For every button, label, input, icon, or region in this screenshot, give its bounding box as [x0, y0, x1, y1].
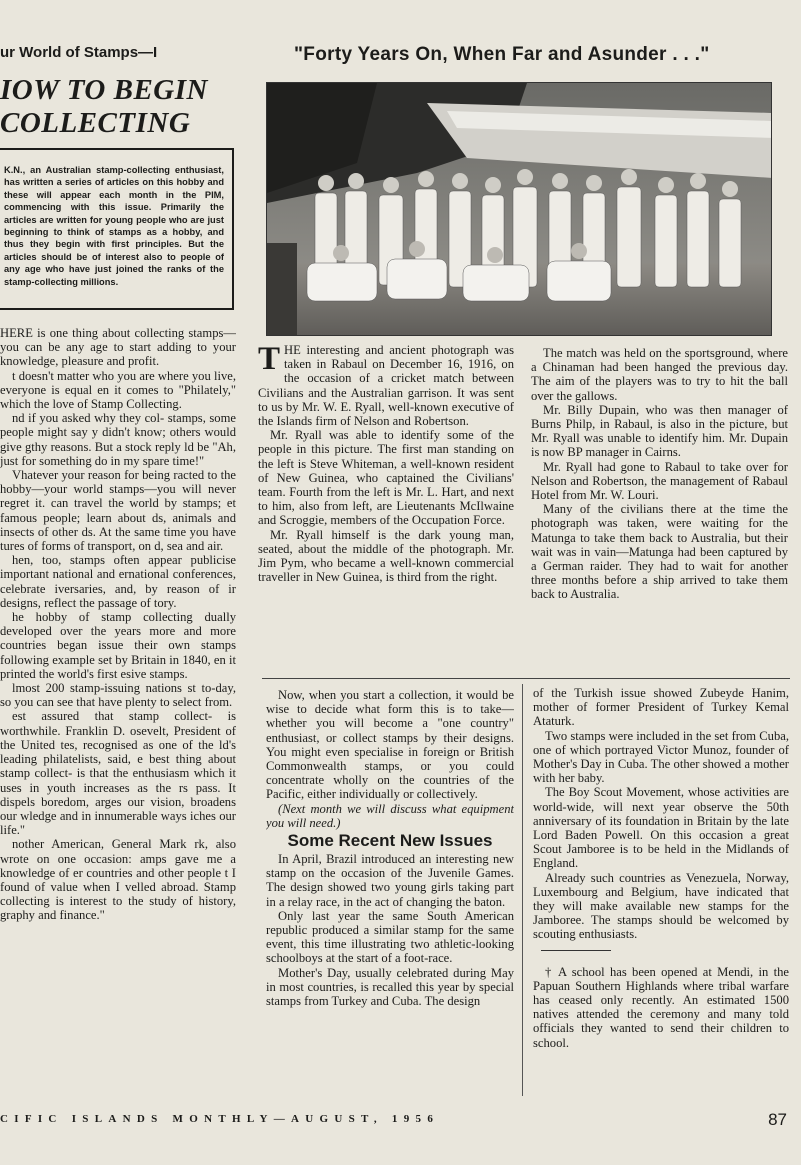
- article-left-column: [0, 326, 236, 1104]
- series-header: ur World of Stamps—I: [0, 44, 158, 61]
- footer-publication-line: CIFIC ISLANDS MONTHLY—AUGUST, 1956: [0, 1113, 440, 1125]
- article-paragraph: nd if you asked why they col- stamps, some people might say y didn't know; others would give gthy reasons. But a stock reply ld be "Ah, just for something do in my spare time!": [0, 411, 236, 468]
- article-paragraph: t doesn't matter who you are where you live, everyone is equal en it comes to "Philately," which the love of Stamp Collecting.: [0, 368, 236, 412]
- article-paragraph: nother American, General Mark rk, also wrote on one occasion: amps gave me a knowledge of er countries and other people t I found of value when I velled abroad. Stamp collecting is interest to the study of history, graphy and finance.": [0, 837, 236, 923]
- caption-paragraph: Mr. Billy Dupain, who was then manager of Burns Philp, in Rabaul, is also in the picture, but Mr. Ryall was unable to identify him. Mr. Dupain is now BP manager in Cairns.: [531, 402, 788, 460]
- photo-feature-header: "Forty Years On, When Far and Asunder . . .": [294, 44, 710, 65]
- column-divider: [522, 684, 523, 1096]
- next-month-note: (Next month we will discuss what equipment you will need.): [266, 801, 514, 830]
- article-paragraph: Vhatever your reason for being racted to the hobby—your world stamps—you will never regret it. can travel the world by stamps; et famous people; learn about ds, animals and insects of other ds. At the same time you have tures of forms of transport, on d, sea and air.: [0, 468, 236, 554]
- article-paragraph: Two stamps were included in the set from Cuba, one of which portrayed Victor Munoz, founder of Mother's Day in Cuba. The other showed a mother with her baby.: [533, 728, 789, 786]
- horizontal-divider: [262, 678, 790, 679]
- photo-caption-column-1: [258, 343, 514, 671]
- intro-box: K.N., an Australian stamp-collecting enthusiast, has written a series of articles on this hobby and these will appear each month in the PIM, commencing with this issue. Primarily the articles are written for young people who are just beginning to think of stamps as a hobby, and thus they begin with first principles. But the articles should be of interest also to people of any age who have just joined the ranks of the stamp-collecting millions.: [0, 148, 234, 310]
- article-right-column: [533, 686, 789, 1096]
- article-paragraph: Only last year the same South American republic produced a similar stamp for the same event, this time illustrating two athletic-looking schoolboys at the start of a foot-race.: [266, 908, 514, 966]
- article-paragraph: In April, Brazil introduced an interesting new stamp on the occasion of the Juvenile Games. The design showed two young girls taking part in a relay race, in the act of changing the baton.: [266, 852, 514, 909]
- page-number: 87: [768, 1110, 787, 1129]
- article-paragraph: Now, when you start a collection, it would be wise to decide what form this is to take—whether you will become a "one country" enthusiast, or collect stamps by their designs. You might even specialise in foreign or British Commonwealth stamps, or you could concentrate wholly on the countries of the Pacific, either individually or collectively.: [266, 688, 514, 802]
- caption-paragraph: HE interesting and ancient photograph was taken in Rabaul on December 16, 1916, on the occasion of a cricket match between Civilians and the Australian garrison. It was sent to us by Mr. W. E. Ryall, well-known executive of the Islands firm of Nelson and Robertson.: [258, 343, 514, 429]
- article-paragraph: Already such countries as Venezuela, Norway, Luxembourg and Belgium, have indicated that they will make available new stamps for the Jamboree. The stamps should be welcomed by scouting enthusiasts.: [533, 870, 789, 942]
- caption-paragraph: Mr. Ryall himself is the dark young man, seated, about the middle of the photograph. Mr. Jim Pym, who became a well-known commercial traveller in New Guinea, is third from the right.: [258, 527, 514, 585]
- cricket-team-photo: [266, 82, 772, 336]
- short-rule: [541, 950, 611, 951]
- article-title: [0, 74, 245, 140]
- article-paragraph: hen, too, stamps often appear publicise important national and ernational conferences, celebrate iversaries, and, by reason of ir designs, reflect the passage of tory.: [0, 553, 236, 610]
- article-middle-column: [266, 688, 514, 1100]
- article-paragraph: he hobby of stamp collecting dually developed over the years more and more countries began issue their own stamps following example set by Britain in 1840, en it printed the world's first esive stamps.: [0, 610, 236, 681]
- caption-paragraph: Many of the civilians there at the time the photograph was taken, were waiting for the Matunga to take them back to Australia, but their wait was in vain—Matunga had been captured by a German raider. They had to wait for another three months before a ship arrived to take them back to Australia.: [531, 502, 788, 602]
- article-title-line-2: COLLECTING: [0, 107, 191, 139]
- article-paragraph: HERE is one thing about collecting stamps—you can be any age to start adding to your knowledge, pleasure and profit.: [0, 326, 236, 369]
- photo-caption-column-2: [531, 346, 788, 674]
- article-paragraph: est assured that stamp collect- is worthwhile. Franklin D. osevelt, President of the United tes, recognised as one of the ld's leading philatelists, said, e best thing about stamp collect- is that the enthusiasm which it uses in youth increases as the rs pass. It dispels boredom, arges our vision, broadens our wledge and in innumerable ways iches our life.": [0, 709, 236, 838]
- section-heading: Some Recent New Issues: [287, 831, 493, 851]
- caption-paragraph: Mr. Ryall had gone to Rabaul to take over for Nelson and Robertson, the management of Rabaul Hotel from Mr. W. Louri.: [531, 459, 788, 503]
- caption-paragraph: The match was held on the sportsground, where a Chinaman had been hanged the previous day. The aim of the players was to try to hit the ball over the gallows.: [531, 346, 788, 403]
- article-title-line-1: IOW TO BEGIN: [0, 74, 208, 106]
- photo-image: [267, 83, 772, 336]
- drop-cap: T: [258, 343, 281, 377]
- page-footer: [0, 1110, 801, 1132]
- article-paragraph: lmost 200 stamp-issuing nations st to-day, so you can see that have plenty to select from.: [0, 681, 236, 710]
- article-paragraph: of the Turkish issue showed Zubeyde Hanim, mother of former President of Turkey Kemal Ataturk.: [533, 686, 789, 729]
- article-paragraph: The Boy Scout Movement, whose activities are world-wide, will next year observe the 50th anniversary of its foundation in Britain by the late Lord Baden Powell. On this occasion a great Scout Jamboree is to be held in the Midlands of England.: [533, 785, 789, 871]
- caption-paragraph: Mr. Ryall was able to identify some of the people in this picture. The first man standing on the left is Steve Whiteman, a well-known resident of New Guinea, who captained the Civilians' team. Fourth from the left is Mr. L. Hart, and next to him, also from left, are Lieutenants McIlwaine and Scroggie, members of the Occupation Force.: [258, 428, 514, 528]
- news-brief: † A school has been opened at Mendi, in the Papuan Southern Highlands where tribal warfare has ceased only recently. An estimated 1500 natives attended the ceremony and many told officials they wanted to send their children to school.: [533, 964, 789, 1050]
- article-paragraph: Mother's Day, usually celebrated during May in most countries, is recalled this year by special stamps from Turkey and Cuba. The design: [266, 965, 514, 1009]
